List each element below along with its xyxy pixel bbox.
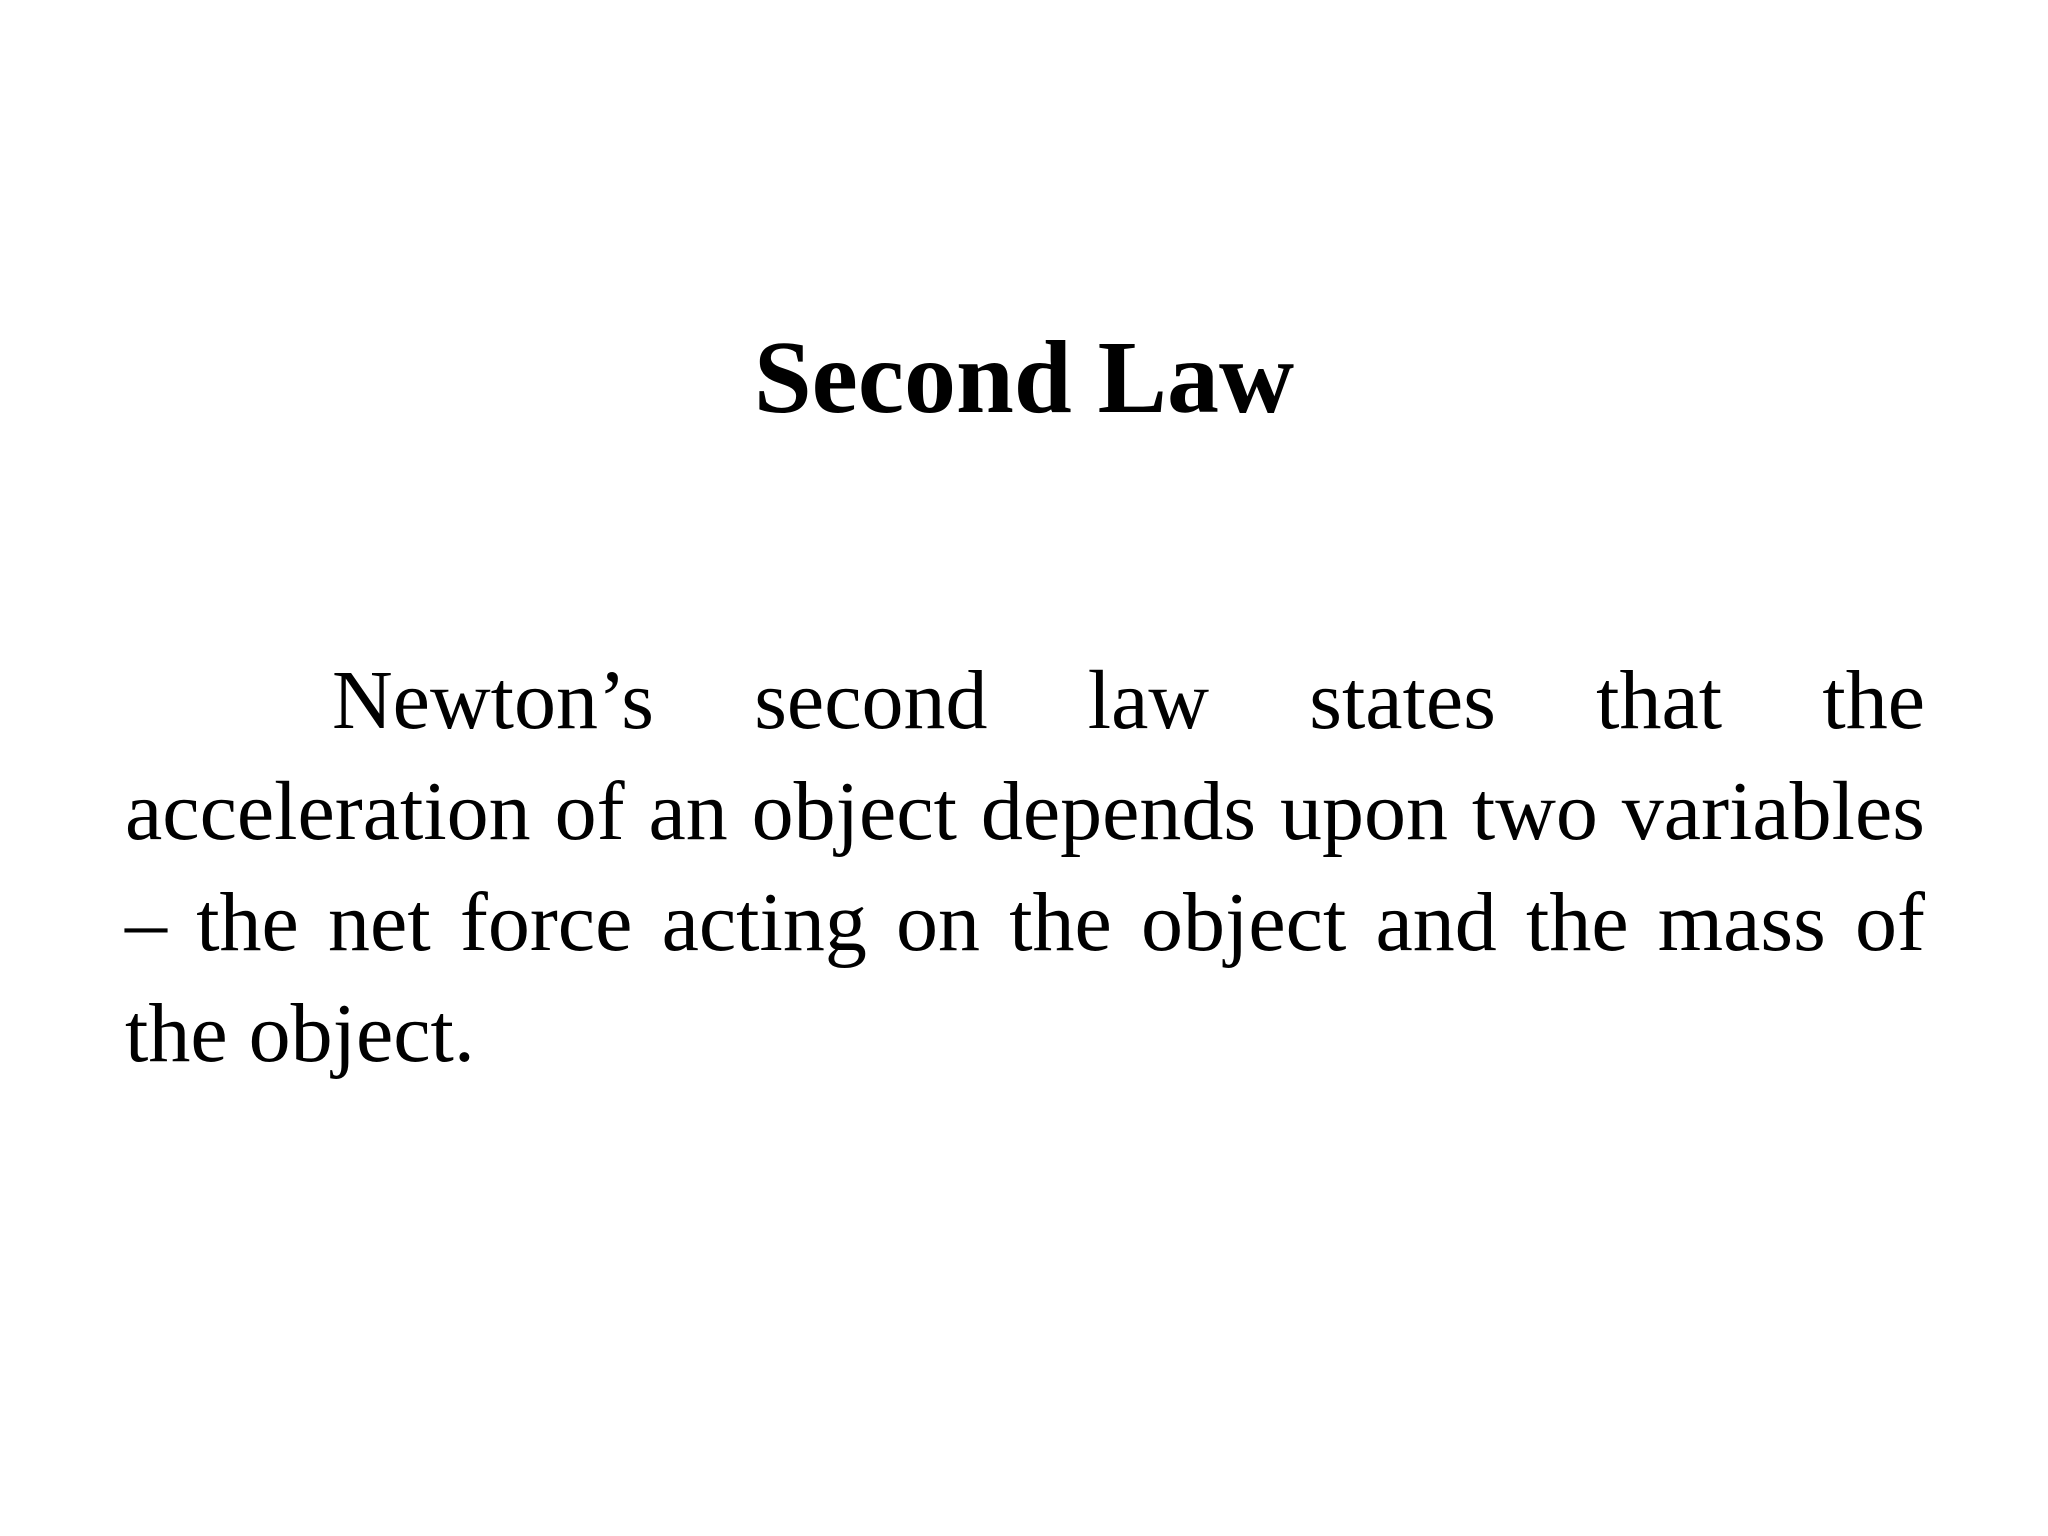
body-paragraph: Newton’s second law states that the acceleration of an object depends upon two variables – the net force acting on the object and the mass of the object. <box>125 654 1925 1080</box>
slide-title: Second Law <box>753 320 1295 435</box>
